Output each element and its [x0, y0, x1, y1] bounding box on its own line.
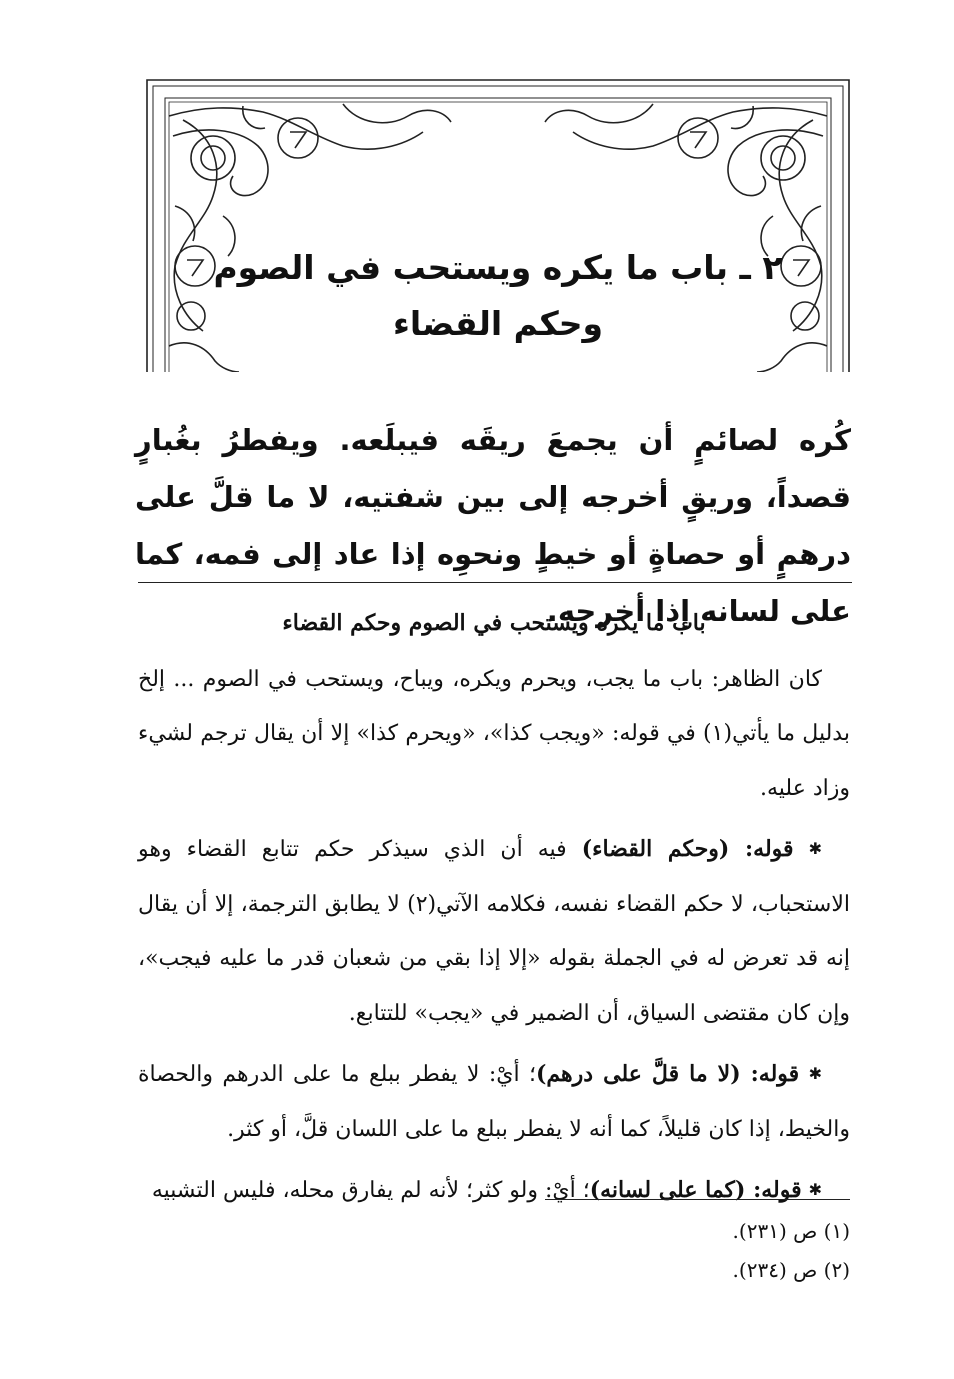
commentary-text: فيه أن الذي سيذكر حكم تتابع القضاء وهو الاستحباب، لا حكم القضاء نفسه، فكلامه الآتي(٢) لا يطابق الترجمة، إلا أن يقال إنه قد تعرض له في الجملة بقوله «إلا إذا بقي من شعبان قدر ما عليه فيجب»، وإن كان مقتضى السياق، أن الضمير في «يجب» للتتابع.	[138, 837, 850, 1026]
commentary-block	[138, 596, 850, 1225]
footnotes	[500, 1212, 850, 1290]
chapter-title-line-2: وحكم القضاء	[392, 304, 604, 343]
asterisk-icon: ✱	[808, 839, 822, 858]
chapter-title	[143, 240, 853, 352]
commentary-text: ؛ أيْ: ولو كثر؛ لأنه لم يفارق محله، فليس التشبيه	[151, 1178, 590, 1203]
asterisk-icon: ✱	[808, 1064, 822, 1083]
footnote-2: (٢) ص (٢٣٤).	[732, 1258, 850, 1282]
asterisk-icon: ✱	[808, 1180, 822, 1199]
commentary-paragraph-3	[138, 1047, 850, 1157]
commentary-text: ؛ أيْ: لا يفطر ببلع ما على الدرهم والحصاة والخيط، إذا كان قليلاً، كما أنه لا يفطر ببلع ما على اللسان قلَّ، أو كثر.	[138, 1062, 850, 1142]
commentary-paragraph-1: كان الظاهر: باب ما يجب، ويحرم ويكره، ويباح، ويستحب في الصوم ... إلخ بدليل ما يأتي(١) في قوله: «ويجب كذا»، «ويحرم كذا» إلا أن يقال ترجم لشيء وزاد عليه.	[138, 666, 850, 801]
footnote-1: (١) ص (٢٣١).	[732, 1219, 850, 1243]
quote-label: قوله: (وحكم القضاء)	[581, 836, 794, 862]
quote-label: قوله: (لا ما قلَّ على درهم)	[535, 1061, 800, 1087]
chapter-title-line-1: ٢ ـ باب ما يكره ويستحب في الصوم	[213, 248, 783, 287]
footnote-separator	[545, 1199, 850, 1200]
commentary-paragraph-2	[138, 822, 850, 1041]
commentary-heading: باب ما يكره ويستحب في الصوم وحكم القضاء	[282, 610, 706, 636]
commentary-paragraph-4	[138, 1163, 850, 1219]
quote-label: قوله: (كما على لسانه)	[589, 1177, 802, 1203]
separator-rule	[138, 582, 852, 583]
matn-paragraph: كُره لصائمٍ أن يجمعَ ريقَه فيبلَعه. ويفطرُ بغُبارٍ قصداً، وريقٍ أخرجه إلى بين شفتيه، لا ما قلَّ على درهمٍ أو حصاةٍ أو خيطٍ ونحوِه إذا عاد إلى فمه، كما على لسانه إذا أخرجه.	[135, 423, 851, 628]
